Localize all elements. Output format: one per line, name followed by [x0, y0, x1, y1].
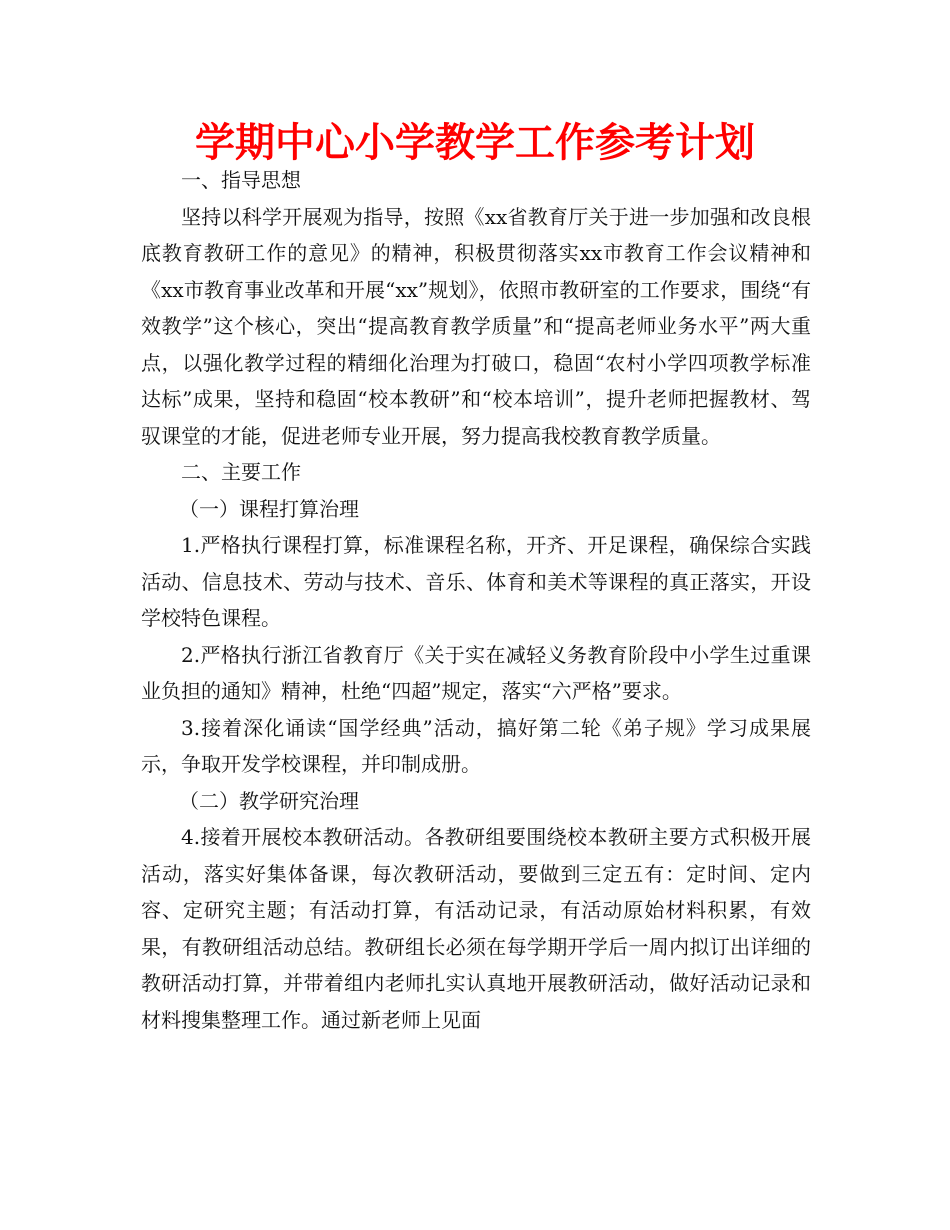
paragraph-item-3: 3.接着深化诵读“国学经典”活动，搞好第二轮《弟子规》学习成果展示，争取开发学校课程，并印制成册。: [141, 715, 811, 776]
paragraph-item-1: 1.严格执行课程打算，标准课程名称，开齐、开足课程，确保综合实践活动、信息技术、劳动与技术、音乐、体育和美术等课程的真正落实，开设学校特色课程。: [141, 533, 811, 630]
subsection-heading-teaching-research: （二）教学研究治理: [179, 788, 359, 813]
paragraph-item-2: 2.严格执行浙江省教育厅《关于实在减轻义务教育阶段中小学生过重课业负担的通知》精神，杜绝“四超”规定，落实“六严格”要求。: [141, 642, 811, 703]
section-heading-guiding-ideology: 一、指导思想: [181, 168, 301, 192]
paragraph-item-4: 4.接着开展校本教研活动。各教研组要围绕校本教研主要方式积极开展活动，落实好集体备课，每次教研活动，要做到三定五有：定时间、定内容、定研究主题；有活动打算，有活动记录，有活动原始材料积累，有效果，有教研组活动总结。教研组长必须在每学期开学后一周内拟订出详细的教研活动打算，并带着组内老师扎实认真地开展教研活动，做好活动记录和材料搜集整理工作。通过新老师上见面: [141, 825, 811, 1032]
document-title: 学期中心小学教学工作参考计划: [195, 120, 755, 166]
paragraph-guiding-ideology: 坚持以科学开展观为指导，按照《xx省教育厅关于进一步加强和改良根底教育教研工作的意见》的精神，积极贯彻落实xx市教育工作会议精神和《xx市教育事业改革和开展“xx”规划》，依照市教研室的工作要求，围绕“有效教学”这个核心，突出“提高教育教学质量”和“提高老师业务水平”两大重点，以强化教学过程的精细化治理为打破口，稳固“农村小学四项教学标准达标”成果，坚持和稳固“校本教研”和“校本培训”，提升老师把握教材、驾驭课堂的才能，促进老师专业开展，努力提高我校教育教学质量。: [141, 204, 811, 448]
section-heading-main-work: 二、主要工作: [181, 460, 301, 484]
document-body: [141, 162, 811, 1038]
subsection-heading-curriculum: （一）课程打算治理: [179, 496, 359, 521]
